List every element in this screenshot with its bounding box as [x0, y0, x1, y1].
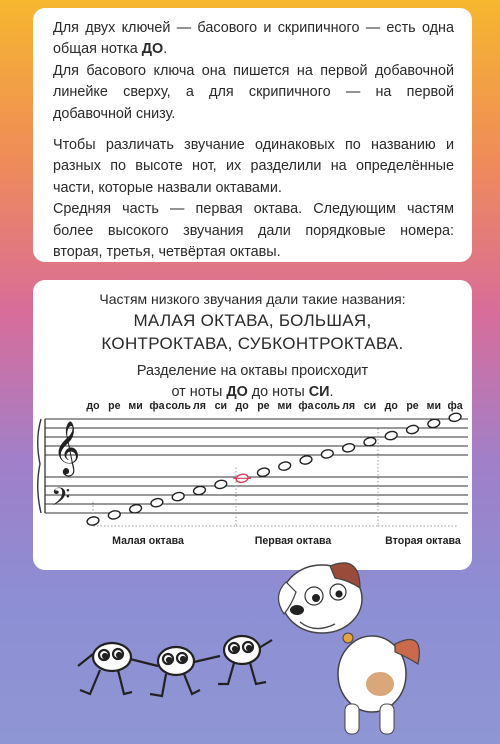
division-line2: от ноты ДО до ноты СИ. [171, 384, 334, 400]
dog-illustration [278, 563, 419, 734]
note-head [363, 437, 376, 447]
note-name-label: до [86, 400, 100, 412]
note-head [86, 516, 99, 526]
note-name-label: соль [314, 400, 340, 412]
note-name-label: фа [298, 400, 314, 412]
note-name-label: соль [165, 400, 191, 412]
paragraph-common-do: Для двух ключей — басового и скрипичного — есть одна общая нотка ДО. [53, 20, 454, 58]
note-name-label: ля [193, 400, 206, 412]
note-head [108, 510, 121, 520]
note-name-label: до [235, 400, 249, 412]
cartoon-characters [0, 544, 500, 744]
bass-clef-icon: 𝄢 [51, 483, 71, 518]
note-head [214, 479, 227, 489]
note-name-label: си [214, 400, 228, 412]
system-bracket [38, 419, 41, 513]
division-line1: Разделение на октавы происходит [136, 363, 369, 379]
note-name-label: ля [342, 400, 356, 412]
low-octaves-intro: Частям низкого звучания дали такие названия: [99, 291, 406, 307]
note-name-label: ре [406, 400, 419, 412]
octave-label: Малая октава [112, 535, 184, 547]
intro-card [33, 8, 472, 262]
octave-names-line2: КОНТРОКТАВА, СУБКОНТРОКТАВА. [101, 334, 404, 353]
note-head [171, 491, 184, 501]
octaves-card [33, 280, 472, 570]
note-head [299, 455, 312, 465]
note-name-label: ми [426, 400, 441, 412]
treble-clef-icon: 𝄞 [53, 420, 81, 474]
note-head [278, 461, 291, 471]
note-creatures [78, 636, 272, 696]
note-name-labels [86, 400, 462, 412]
note-head [427, 418, 440, 428]
note-name-label: фа [447, 400, 463, 412]
note-name-label: до [384, 400, 398, 412]
octave-label: Первая октава [254, 535, 332, 547]
grand-staff [33, 400, 472, 550]
note-head [150, 498, 163, 508]
note-head [193, 485, 206, 495]
note-head [321, 449, 334, 459]
note-name-label: ми [277, 400, 292, 412]
bass-staff-lines [45, 477, 468, 513]
treble-staff-lines [45, 419, 468, 455]
note-name-label: си [363, 400, 377, 412]
note-head [448, 412, 461, 422]
paragraph-do-position: Для басового ключа она пишется на первой добавочной линейке сверху, а для скрипичного — на первой добавочной снизу. [53, 62, 454, 122]
octave-names-line1: МАЛАЯ ОКТАВА, БОЛЬШАЯ, [133, 311, 372, 330]
notes [86, 412, 462, 526]
note-head [342, 443, 355, 453]
note-head [406, 424, 419, 434]
note-name-label: ре [108, 400, 121, 412]
note-name-label: ре [257, 400, 270, 412]
note-name-label: ми [128, 400, 143, 412]
note-head [129, 504, 142, 514]
paragraph-octaves: Чтобы различать звучание одинаковых по названию и разных по высоте нот, их разделили на определённые части, которые назвали октавами. [53, 137, 454, 196]
octave-label: Вторая октава [385, 535, 461, 547]
note-head [257, 467, 270, 477]
paragraph-octave-numbers: Средняя часть — первая октава. Следующим частям более высокого звучания дали порядковые номера: вторая, третья, четвёртая октавы. [53, 201, 454, 261]
note-head [384, 430, 397, 440]
note-name-label: фа [149, 400, 165, 412]
